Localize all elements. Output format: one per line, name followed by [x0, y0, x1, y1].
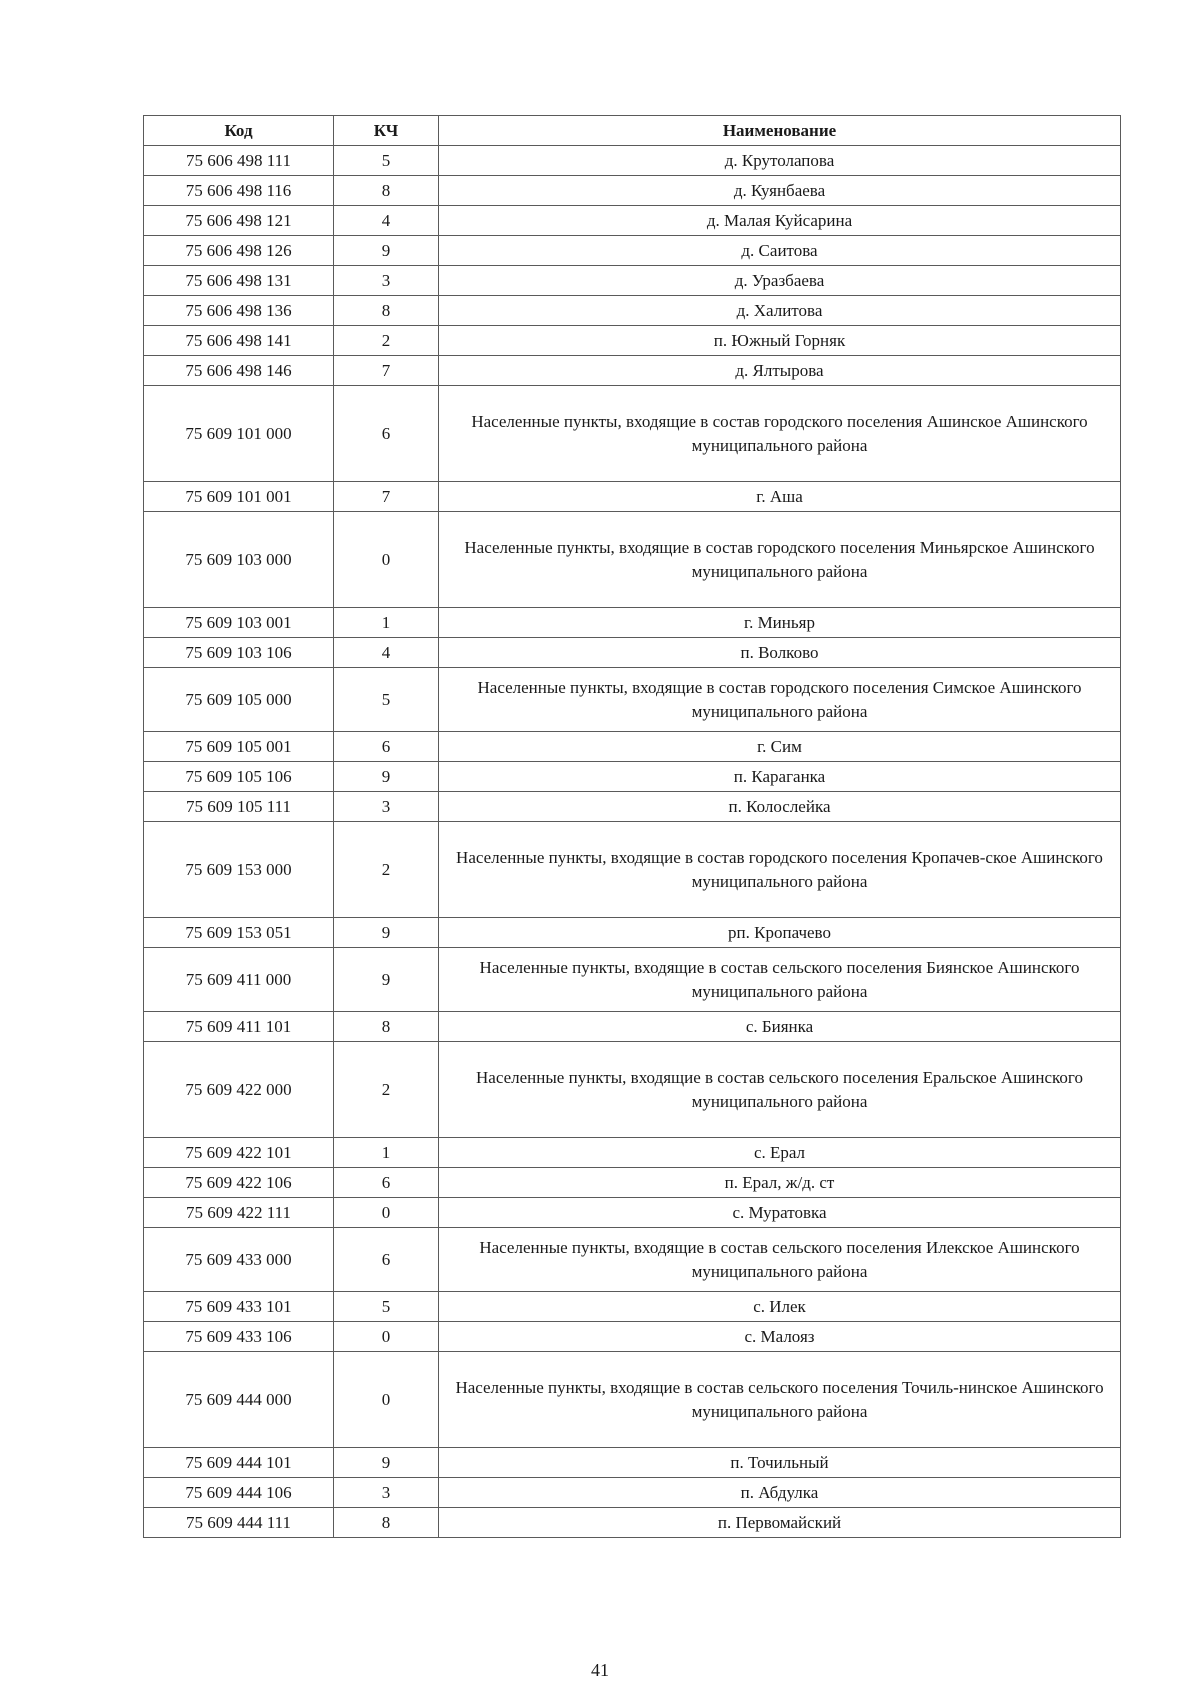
- cell-kch: 3: [334, 1478, 439, 1508]
- cell-name: г. Миньяр: [439, 608, 1121, 638]
- cell-name: п. Первомайский: [439, 1508, 1121, 1538]
- cell-name: п. Точильный: [439, 1448, 1121, 1478]
- cell-code: 75 609 103 001: [144, 608, 334, 638]
- cell-code: 75 609 411 101: [144, 1012, 334, 1042]
- cell-kch: 1: [334, 1138, 439, 1168]
- table-row: [144, 206, 1121, 236]
- cell-code: 75 606 498 126: [144, 236, 334, 266]
- cell-kch: 8: [334, 176, 439, 206]
- header-code: Код: [144, 116, 334, 146]
- cell-kch: 4: [334, 638, 439, 668]
- cell-name: д. Уразбаева: [439, 266, 1121, 296]
- cell-kch: 3: [334, 266, 439, 296]
- cell-name: с. Ерал: [439, 1138, 1121, 1168]
- table-row: [144, 822, 1121, 918]
- table-row: [144, 948, 1121, 1012]
- cell-code: 75 609 101 000: [144, 386, 334, 482]
- cell-kch: 0: [334, 1322, 439, 1352]
- table-row: [144, 1012, 1121, 1042]
- cell-code: 75 609 105 001: [144, 732, 334, 762]
- cell-code: 75 609 444 000: [144, 1352, 334, 1448]
- cell-code: 75 609 153 000: [144, 822, 334, 918]
- table-row: [144, 1448, 1121, 1478]
- table-row: [144, 1478, 1121, 1508]
- cell-code: 75 609 444 106: [144, 1478, 334, 1508]
- cell-kch: 7: [334, 482, 439, 512]
- cell-kch: 8: [334, 1508, 439, 1538]
- cell-code: 75 606 498 121: [144, 206, 334, 236]
- cell-name: п. Колослейка: [439, 792, 1121, 822]
- cell-code: 75 609 105 106: [144, 762, 334, 792]
- cell-code: 75 606 498 116: [144, 176, 334, 206]
- cell-code: 75 609 422 000: [144, 1042, 334, 1138]
- cell-name: п. Волково: [439, 638, 1121, 668]
- cell-code: 75 609 103 106: [144, 638, 334, 668]
- cell-name: д. Ялтырова: [439, 356, 1121, 386]
- cell-name: Населенные пункты, входящие в состав городского поселения Симское Ашинского муниципального района: [439, 668, 1121, 732]
- cell-code: 75 609 444 101: [144, 1448, 334, 1478]
- okato-table: [143, 115, 1121, 1538]
- cell-code: 75 609 444 111: [144, 1508, 334, 1538]
- header-name: Наименование: [439, 116, 1121, 146]
- table-row: [144, 762, 1121, 792]
- cell-code: 75 609 433 101: [144, 1292, 334, 1322]
- cell-name: с. Биянка: [439, 1012, 1121, 1042]
- table-row: [144, 356, 1121, 386]
- cell-name: п. Абдулка: [439, 1478, 1121, 1508]
- cell-code: 75 609 103 000: [144, 512, 334, 608]
- table-row: [144, 1138, 1121, 1168]
- cell-name: г. Аша: [439, 482, 1121, 512]
- cell-name: д. Малая Куйсарина: [439, 206, 1121, 236]
- cell-kch: 9: [334, 236, 439, 266]
- header-kch: КЧ: [334, 116, 439, 146]
- cell-code: 75 609 105 000: [144, 668, 334, 732]
- cell-name: с. Илек: [439, 1292, 1121, 1322]
- cell-code: 75 609 101 001: [144, 482, 334, 512]
- cell-name: п. Ерал, ж/д. ст: [439, 1168, 1121, 1198]
- table-body: [144, 146, 1121, 1538]
- cell-name: Населенные пункты, входящие в состав городского поселения Миньярское Ашинского муниципального района: [439, 512, 1121, 608]
- cell-kch: 6: [334, 386, 439, 482]
- cell-name: д. Халитова: [439, 296, 1121, 326]
- cell-kch: 0: [334, 1352, 439, 1448]
- cell-name: п. Караганка: [439, 762, 1121, 792]
- cell-name: Населенные пункты, входящие в состав сельского поселения Биянское Ашинского муниципального района: [439, 948, 1121, 1012]
- cell-code: 75 606 498 131: [144, 266, 334, 296]
- cell-code: 75 609 433 000: [144, 1228, 334, 1292]
- table-row: [144, 146, 1121, 176]
- cell-code: 75 606 498 141: [144, 326, 334, 356]
- cell-kch: 5: [334, 668, 439, 732]
- cell-name: д. Куянбаева: [439, 176, 1121, 206]
- table-row: [144, 482, 1121, 512]
- cell-code: 75 609 105 111: [144, 792, 334, 822]
- cell-code: 75 606 498 146: [144, 356, 334, 386]
- cell-kch: 6: [334, 1168, 439, 1198]
- cell-name: Населенные пункты, входящие в состав сельского поселения Илекское Ашинского муниципального района: [439, 1228, 1121, 1292]
- table-row: [144, 638, 1121, 668]
- cell-kch: 2: [334, 1042, 439, 1138]
- table-row: [144, 1352, 1121, 1448]
- cell-code: 75 609 422 111: [144, 1198, 334, 1228]
- table-row: [144, 1508, 1121, 1538]
- cell-kch: 5: [334, 146, 439, 176]
- cell-code: 75 606 498 136: [144, 296, 334, 326]
- cell-name: рп. Кропачево: [439, 918, 1121, 948]
- cell-name: Населенные пункты, входящие в состав сельского поселения Еральское Ашинского муниципального района: [439, 1042, 1121, 1138]
- cell-kch: 2: [334, 326, 439, 356]
- table-row: [144, 1228, 1121, 1292]
- cell-name: с. Муратовка: [439, 1198, 1121, 1228]
- table-row: [144, 512, 1121, 608]
- cell-code: 75 609 433 106: [144, 1322, 334, 1352]
- table-row: [144, 326, 1121, 356]
- cell-kch: 2: [334, 822, 439, 918]
- cell-kch: 0: [334, 1198, 439, 1228]
- table-row: [144, 1042, 1121, 1138]
- cell-code: 75 606 498 111: [144, 146, 334, 176]
- cell-name: Населенные пункты, входящие в состав сельского поселения Точиль-нинское Ашинского муниципального района: [439, 1352, 1121, 1448]
- table-row: [144, 1322, 1121, 1352]
- cell-kch: 9: [334, 918, 439, 948]
- cell-name: Населенные пункты, входящие в состав городского поселения Ашинское Ашинского муниципального района: [439, 386, 1121, 482]
- table-header-row: [144, 116, 1121, 146]
- cell-kch: 9: [334, 1448, 439, 1478]
- table-row: [144, 1198, 1121, 1228]
- cell-code: 75 609 422 101: [144, 1138, 334, 1168]
- cell-name: Населенные пункты, входящие в состав городского поселения Кропачев-ское Ашинского муниципального района: [439, 822, 1121, 918]
- table-row: [144, 1292, 1121, 1322]
- cell-code: 75 609 153 051: [144, 918, 334, 948]
- cell-kch: 8: [334, 1012, 439, 1042]
- cell-kch: 1: [334, 608, 439, 638]
- cell-kch: 4: [334, 206, 439, 236]
- table-row: [144, 918, 1121, 948]
- cell-name: г. Сим: [439, 732, 1121, 762]
- table-row: [144, 266, 1121, 296]
- cell-kch: 6: [334, 1228, 439, 1292]
- cell-kch: 0: [334, 512, 439, 608]
- cell-name: п. Южный Горняк: [439, 326, 1121, 356]
- cell-kch: 3: [334, 792, 439, 822]
- cell-name: д. Саитова: [439, 236, 1121, 266]
- cell-code: 75 609 411 000: [144, 948, 334, 1012]
- page-number: 41: [591, 1660, 609, 1680]
- table-row: [144, 792, 1121, 822]
- table-row: [144, 236, 1121, 266]
- cell-kch: 9: [334, 762, 439, 792]
- cell-kch: 8: [334, 296, 439, 326]
- table-row: [144, 296, 1121, 326]
- table-row: [144, 1168, 1121, 1198]
- table-row: [144, 668, 1121, 732]
- table-row: [144, 176, 1121, 206]
- cell-kch: 9: [334, 948, 439, 1012]
- cell-code: 75 609 422 106: [144, 1168, 334, 1198]
- cell-kch: 7: [334, 356, 439, 386]
- cell-name: с. Малояз: [439, 1322, 1121, 1352]
- table-row: [144, 386, 1121, 482]
- table-row: [144, 732, 1121, 762]
- cell-name: д. Крутолапова: [439, 146, 1121, 176]
- table-row: [144, 608, 1121, 638]
- cell-kch: 6: [334, 732, 439, 762]
- cell-kch: 5: [334, 1292, 439, 1322]
